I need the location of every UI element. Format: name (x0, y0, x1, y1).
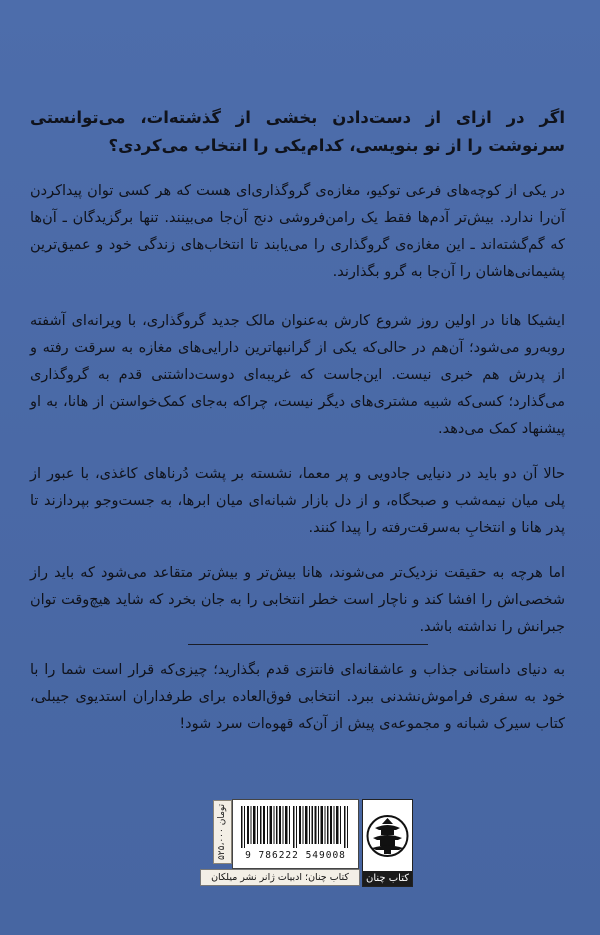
publisher-logo-label: کتاب چنان (363, 871, 412, 886)
paragraph-2: ایشیکا هانا در اولین روز شروع کارش به‌عنوان مالک جدید گروگذاری، با ویرانه‌ای آشفته روبه‌رو می‌شود؛ آن‌هم در حالی‌که یکی از گرانبهاترین دارایی‌های مغازه به سرقت رفته و از پدرش هم خبری نیست. این‌جاست که غریبه‌ای دوست‌داشتنی قدم به گروگذاری می‌گذارد؛ کسی‌که شبیه مشتری‌های دیگر نیست، چراکه به‌جای کمک‌خواستن از هانا، به او پیشنهاد کمک می‌دهد. (30, 313, 565, 437)
paragraph-3: حالا آن دو باید در دنیایی جادویی و پر معما، نشسته بر پشت دُرناهای کاغذی، با عبور از پلی میان نیمه‌شب و صبحگاه، و از دل بازار شبانه‌ای میان ابرها، به جست‌وجو بپردازند تا پدر هانا و انتخابِ به‌سرقت‌رفته را پیدا کنند. (30, 466, 565, 536)
barcode-number: 9 786222 549008 (245, 850, 346, 861)
headline: اگر در ازای از دست‌دادن بخشی از گذشته‌ات، می‌توانستی سرنوشت را از نو بنویسی، کدام‌یکی را انتخاب می‌کردی؟ (30, 108, 565, 155)
barcode (232, 799, 359, 869)
imprint-caption: کتاب چنان؛ ادبیات ژانر نشر میلکان (200, 869, 360, 886)
price-label: ۵۲۵،۰۰۰ تومان (217, 803, 228, 861)
pagoda-icon (363, 800, 412, 871)
divider (188, 644, 428, 645)
paragraph-1: در یکی از کوچه‌های فرعی توکیو، مغازه‌ی گروگذاری‌ای هست که هر کسی توان پیداکردن آن‌را ندارد. بیش‌تر آدم‌ها فقط یک رامن‌فروشی دنج آن‌جا می‌بینند. تنها برگزیدگان ـ آن‌ها که گم‌گشته‌اند ـ این مغازه‌ی گروگذاری را می‌یابند تا انتخاب‌های زندگی خود و عمیق‌ترین پشیمانی‌هاشان را آن‌جا به گرو بگذارند. (30, 183, 565, 280)
barcode-icon (239, 806, 352, 848)
paragraph-4: اما هرچه به حقیقت نزدیک‌تر می‌شوند، هانا بیش‌تر و بیش‌تر متقاعد می‌شود که باید راز شخصی‌اش را افشا کند و ناچار است خطر انتخابی را به جان بخرد که شاید هیچ‌وقت توان جبرانش را نداشته باشد. (30, 565, 565, 635)
publisher-logo (362, 799, 413, 887)
price-tag (213, 800, 232, 864)
paragraph-5: به دنیای داستانی جذاب و عاشقانه‌ای فانتزی قدم بگذارید؛ چیزی‌که قرار است شما را با خود به سفری فراموش‌نشدنی ببرد. انتخابی فوق‌العاده برای طرفداران استدیوی جیبلی، کتاب سیرک شبانه و مجموعه‌ی پیش از آن‌که قهوه‌ات سرد شود! (30, 662, 565, 732)
